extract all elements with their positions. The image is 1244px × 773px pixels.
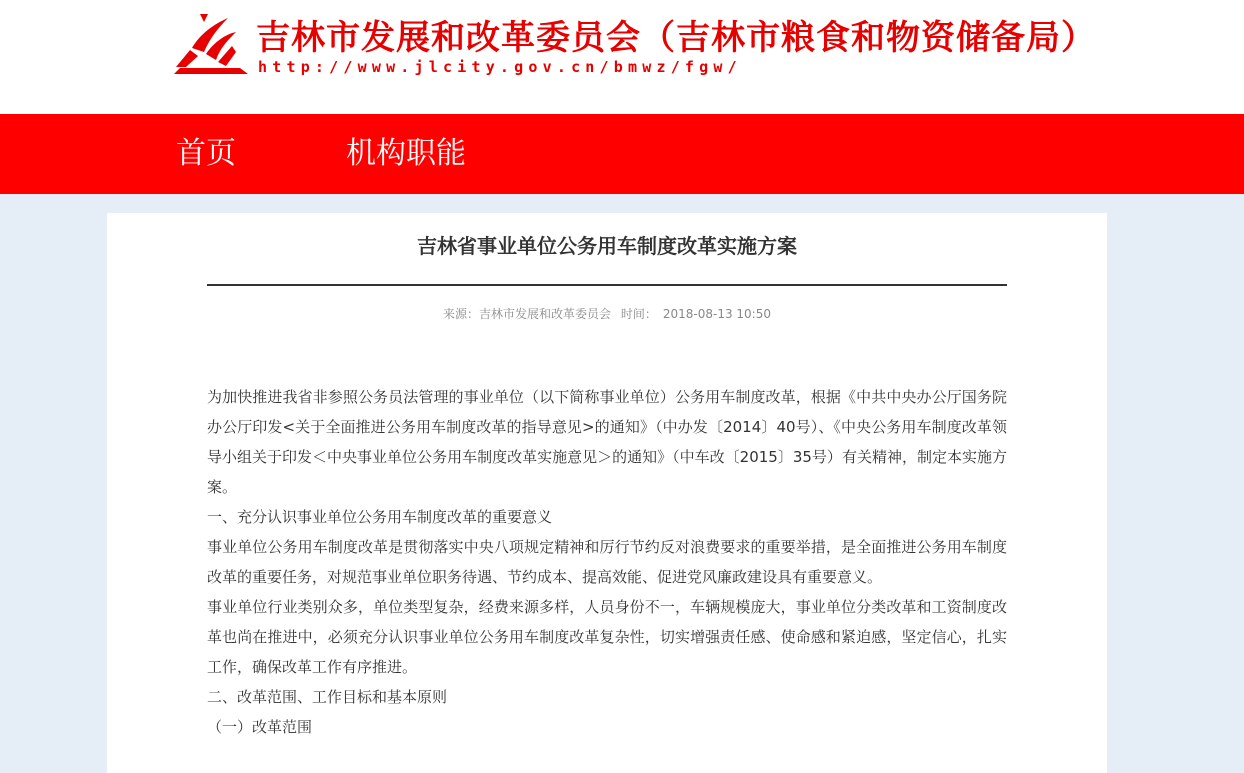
city-emblem-icon[interactable] xyxy=(170,12,252,78)
article-paragraph: 为加快推进我省非参照公务员法管理的事业单位（以下简称事业单位）公务用车制度改革，根据《中共中央办公厅国务院办公厅印发<关于全面推进公务用车制度改革的指导意见>的通知》（中办发〔2014〕40号）、《中央公务用车制度改革领导小组关于印发＜中央事业单位公务用车制度改革实施意见＞的通知》（中车改〔2015〕35号）有关精神，制定本实施方案。 xyxy=(207,388,1007,496)
nav-home[interactable]: 首页 xyxy=(176,136,236,171)
article-title: 吉林省事业单位公务用车制度改革实施方案 xyxy=(417,234,797,258)
article-body xyxy=(207,382,1007,742)
article-paragraph: 事业单位公务用车制度改革是贯彻落实中央八项规定精神和厉行节约反对浪费要求的重要举措，是全面推进公务用车制度改革的重要任务，对规范事业单位职务待遇、节约成本、提高效能、促进党风廉政建设具有重要意义。 xyxy=(207,538,1007,586)
article-paragraph: 事业单位行业类别众多，单位类型复杂，经费来源多样，人员身份不一，车辆规模庞大，事业单位分类改革和工资制度改革也尚在推进中，必须充分认识事业单位公务用车制度改革复杂性，切实增强责任感、使命感和紧迫感，坚定信心，扎实工作，确保改革工作有序推进。 xyxy=(207,598,1007,676)
article-time-label: 时间： xyxy=(620,307,657,321)
article-section-heading: 一、充分认识事业单位公务用车制度改革的重要意义 xyxy=(207,508,553,526)
article-panel xyxy=(107,213,1107,773)
article-subsection-heading: （一）改革范围 xyxy=(207,718,313,736)
site-header xyxy=(0,0,1244,114)
site-url[interactable]: http://www.jlcity.gov.cn/bmwz/fgw/ xyxy=(258,58,742,76)
title-divider xyxy=(207,284,1007,286)
article-meta xyxy=(107,305,1107,323)
nav-org-functions[interactable]: 机构职能 xyxy=(346,136,466,171)
article-source: 来源：吉林市发展和改革委员会 xyxy=(443,307,612,321)
article-section-heading: 二、改革范围、工作目标和基本原则 xyxy=(207,688,448,706)
main-nav xyxy=(0,114,1244,194)
article-time: 2018-08-13 10:50 xyxy=(662,307,771,321)
site-title[interactable]: 吉林市发展和改革委员会（吉林市粮食和物资储备局） xyxy=(256,18,1096,58)
